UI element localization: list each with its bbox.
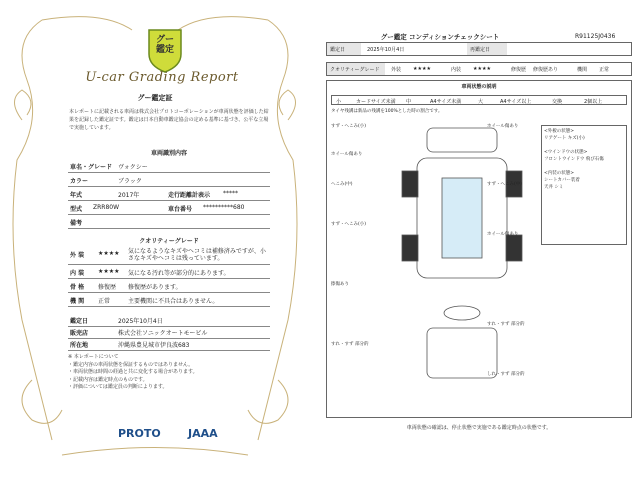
sheet-date-label: 鑑定日: [327, 43, 361, 55]
sheet-frame-label: 修復歴: [511, 67, 527, 73]
note-item: ・鑑定内容の車両状態を保証するものではありません。: [68, 361, 194, 368]
sheet-engine-value: 正常: [599, 67, 610, 73]
damage-note: ホイール傷あり: [487, 124, 519, 129]
row-label: 型式: [70, 206, 83, 213]
diagram-panel: [326, 80, 632, 418]
location-label: 所在地: [70, 342, 89, 349]
size-a4: A4サイズ未満: [430, 99, 462, 105]
row-value-2: **********680: [203, 204, 245, 211]
proto-logo: PROTO: [118, 427, 161, 440]
row-label-2: 車台番号: [168, 206, 193, 213]
row-label: カラー: [70, 178, 89, 185]
quality-bar: [326, 62, 632, 76]
quality-row: [68, 264, 270, 279]
quality-section-title: クオリティーグレード: [139, 238, 199, 245]
quality-text: 修復歴があります。: [128, 284, 182, 291]
row-value: 2017年: [118, 192, 140, 199]
car-diagram: [387, 123, 537, 383]
quality-stars: ★★★★: [98, 250, 120, 257]
quality-label: 機 関: [70, 298, 85, 305]
note-item: ・評価については鑑定員の判断によります。: [68, 384, 168, 390]
crest-label: グー 鑑定: [155, 35, 174, 55]
quality-row: [68, 278, 270, 293]
sheet-int-stars: ★★★★: [473, 66, 491, 72]
damage-note: しれ・すず 部分的: [487, 372, 525, 377]
quality-stars: ★★★★: [98, 268, 120, 275]
quality-stars: 修復歴: [98, 284, 117, 291]
row-label: 年式: [70, 192, 83, 199]
size-a4plus: A4サイズ以上: [500, 99, 532, 105]
sheet-redate-label: 再鑑定日: [467, 43, 507, 55]
sheet-number: R91125J0436: [575, 33, 616, 40]
row-value-2: *****: [223, 190, 238, 197]
note-item: ・記載内容は鑑定時点のものです。: [68, 376, 148, 383]
vehicle-row: [68, 214, 270, 229]
row-value: ブラック: [118, 178, 142, 185]
quality-text: 気になるようなキズやヘコミは補修済みですが、小さなキズやヘコミは残っています。: [128, 248, 266, 262]
note-line: フロントウインドウ 飛び石傷: [544, 157, 604, 162]
certificate-notes: [68, 354, 278, 392]
quality-label: 骨 格: [70, 284, 85, 291]
sheet-footer: 車両状態の確認は、停止状態で実施である鑑定時点の状態です。: [406, 425, 552, 431]
date-bar: [326, 42, 632, 56]
jaaa-logo: JAAA: [188, 427, 218, 440]
note-item: ・車両状態は時間の経過と共に変化する場合があります。: [68, 369, 198, 375]
quality-text: 気になる汚れ等が部分的にあります。: [128, 270, 230, 277]
row-label: 車名・グレード: [70, 164, 113, 171]
note-line: <ウインドウの状態>: [544, 150, 588, 155]
note-line: リアゲート キズ(小): [544, 136, 585, 141]
size-small: 小: [336, 99, 342, 105]
location-row: [68, 336, 270, 351]
vehicle-row: [68, 172, 270, 187]
vehicle-row: [68, 186, 270, 201]
quality-text: 主要機関に不具合はありません。: [128, 298, 219, 305]
vehicle-row: [68, 158, 270, 173]
size-mid: 中: [406, 99, 412, 105]
vehicle-row: [68, 200, 270, 215]
intro-text: 本レポートに記載される車両は株式会社プロトコーポレーションが車両状態を評価した結果を記録した鑑定証です。鑑定は日本自動車鑑定協会の定める基準に基づき、公平な立場で実施しています。: [69, 109, 269, 131]
crest-emblem: [145, 26, 185, 74]
damage-note: すず・へこみ(中): [487, 182, 523, 187]
row-label: 備考: [70, 220, 83, 227]
sheet-int-label: 内装: [451, 67, 462, 73]
quality-stars: 正常: [98, 298, 111, 305]
sheet-ext-stars: ★★★★: [413, 66, 431, 72]
exchange-label: 交換: [552, 99, 563, 105]
damage-note: すず・へこみ(小): [331, 222, 367, 227]
sheet-quality-label: クオリティーグレード: [327, 63, 385, 75]
row-label-2: 走行距離計表示: [168, 192, 211, 199]
quality-row: [68, 292, 270, 307]
quality-row: [68, 246, 270, 265]
dealer-value: 株式会社ソニックオートモービル: [118, 330, 208, 337]
certificate-subtitle: グー鑑定証: [137, 94, 173, 102]
tire-legend: タイヤ残溝は新品の残溝を100%とした時の割合です。: [331, 109, 443, 114]
size-legend: [331, 95, 627, 105]
note-line: <外板の状態>: [544, 129, 575, 134]
sheet-ext-label: 外装: [391, 67, 402, 73]
damage-note: 擦傷あり: [331, 282, 349, 287]
exchange-value: 2個以上: [584, 99, 603, 105]
damage-note: すず・へこみ(小): [331, 124, 367, 129]
explain-title: 車両状態の説明: [461, 84, 497, 90]
quality-label: 外 装: [70, 252, 85, 259]
grading-certificate: [2, 0, 308, 470]
damage-note: ホイール傷あり: [331, 152, 363, 157]
sheet-date-value: 2025年10月4日: [367, 47, 405, 53]
location-value: 沖縄県豊見城市伊良波683: [118, 342, 190, 349]
dealer-label: 販売店: [70, 330, 89, 337]
row-value: ZRR80W: [93, 204, 120, 211]
note-line: 天井 シミ: [544, 185, 564, 190]
note-line: <内装の状態>: [544, 171, 575, 176]
note-line: シートカバー装着: [544, 178, 580, 183]
damage-note: すれ・すず 部分的: [487, 322, 525, 327]
date-label: 鑑定日: [70, 318, 89, 325]
sheet-frame-value: 修復歴あり: [533, 67, 559, 73]
report-title: U-car Grading Report: [85, 70, 239, 85]
vehicle-section-title: 車両識別内容: [150, 150, 187, 157]
condition-notes: [541, 125, 627, 245]
notes-title: ※ 本レポートについて: [68, 354, 119, 360]
sheet-engine-label: 機関: [577, 67, 588, 73]
size-card: カードサイズ未満: [356, 99, 396, 105]
damage-note: へこみ(中): [331, 182, 353, 187]
sheet-title: グー鑑定 コンディションチェックシート: [380, 33, 500, 41]
damage-note: すれ・すず 部分的: [331, 342, 369, 347]
date-value: 2025年10月4日: [118, 318, 163, 325]
size-large: 大: [478, 99, 484, 105]
quality-label: 内 装: [70, 270, 85, 277]
logo-bar: [118, 424, 238, 444]
damage-note: ホイール傷あり: [487, 232, 519, 237]
row-value: ヴォクシー: [118, 164, 148, 171]
